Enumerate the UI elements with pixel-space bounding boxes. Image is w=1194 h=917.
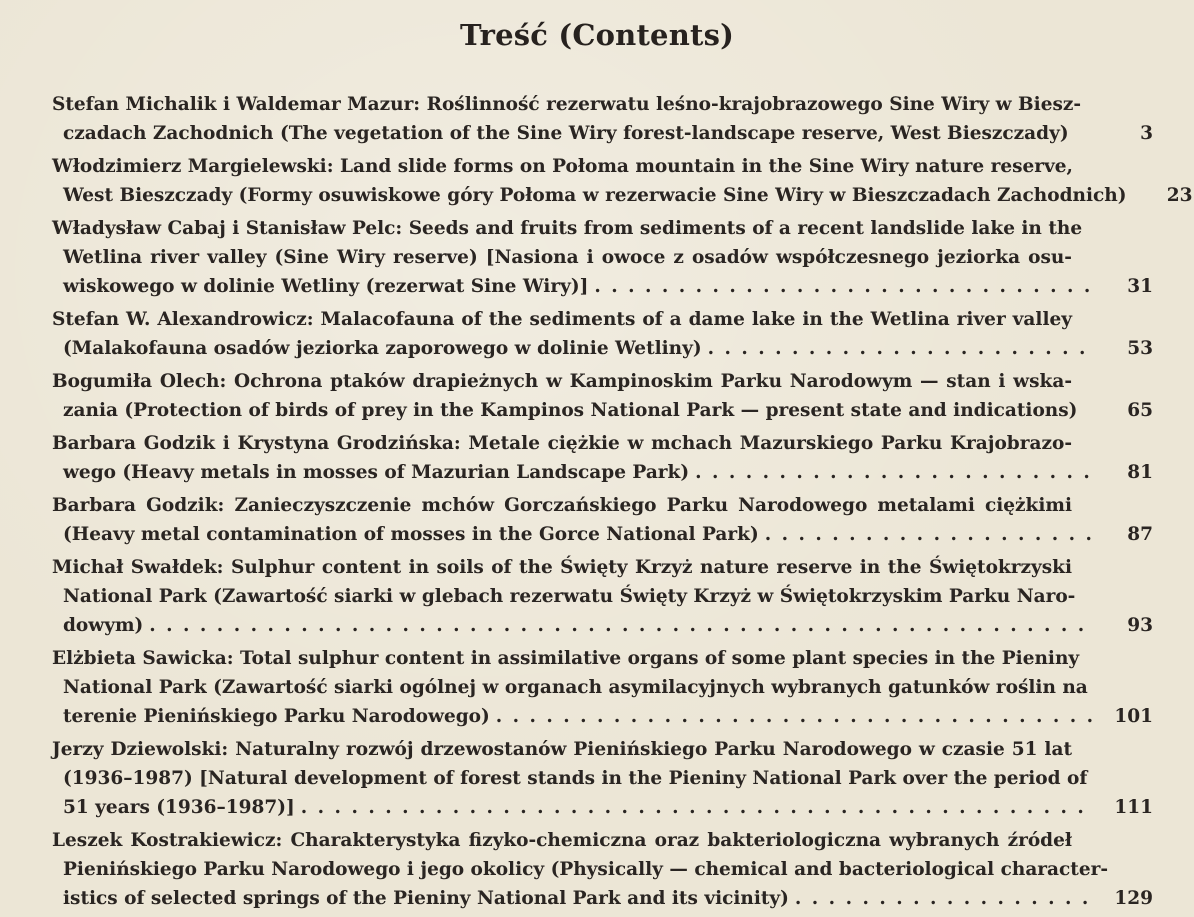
toc-entry-text: Pienińskiego Parku Narodowego i jego okolicy (Physically — chemical and bacteriological character-: [63, 859, 1109, 880]
toc-entry-text: terenie Pienińskiego Parku Narodowego): [63, 706, 490, 727]
toc-entry-line: [52, 582, 1076, 611]
page-number: 53: [1127, 338, 1153, 359]
toc-entry-line: [52, 243, 1072, 272]
toc-entry-line: [52, 855, 1109, 884]
leader-dots: [295, 793, 1093, 822]
toc-entry-text: wego (Heavy metals in mosses of Mazurian Landscape Park): [63, 462, 690, 483]
page-number: 101: [1114, 706, 1153, 727]
toc-entry-last-line: [52, 702, 1153, 731]
toc-entry-text: czadach Zachodnich (The vegetation of the Sine Wiry forest-landscape reserve, West Bieszczady): [63, 123, 1069, 144]
toc-entry-text: Elżbieta Sawicka: Total sulphur content in assimilative organs of some plant species in the Pieniny: [52, 648, 1080, 669]
leader-dots: [789, 884, 1093, 913]
toc-entry-line: [52, 367, 1072, 396]
toc-entry: [52, 152, 1193, 210]
leader-dots: [689, 458, 1093, 487]
toc-entry-last-line: [52, 334, 1153, 363]
toc-entry-text: 51 years (1936–1987)]: [63, 797, 295, 818]
page-number: 87: [1127, 524, 1153, 545]
page-number: 129: [1114, 888, 1153, 909]
toc-entry-line: [52, 491, 1072, 520]
page-number: 81: [1127, 462, 1153, 483]
toc-entry-text: Barbara Godzik: Zanieczyszczenie mchów Gorczańskiego Parku Narodowego metalami ciężkimi: [52, 495, 1072, 516]
page-number: 111: [1114, 797, 1153, 818]
leader-dots: [588, 272, 1093, 301]
toc-entry-last-line: [52, 272, 1153, 301]
toc-entry-text: wiskowego w dolinie Wetliny (rezerwat Sine Wiry)]: [63, 276, 589, 297]
leader-dots: [143, 611, 1093, 640]
toc-entry-last-line: [52, 520, 1153, 549]
toc-entry-text: West Bieszczady (Formy osuwiskowe góry Połoma w rezerwacie Sine Wiry w Bieszczadach Zachodnich): [63, 185, 1127, 206]
toc-entry-line: [52, 553, 1072, 582]
page-title: Treść (Contents): [459, 18, 735, 52]
leader-dots: [759, 520, 1093, 549]
toc-entry-text: Leszek Kostrakiewicz: Charakterystyka fizyko-chemiczna oraz bakteriologiczna wybranych źródeł: [52, 830, 1072, 851]
toc-entry-text: istics of selected springs of the Pieniny National Park and its vicinity): [63, 888, 789, 909]
page-number: 93: [1127, 615, 1153, 636]
toc-entry-last-line: [52, 396, 1153, 425]
toc-entry-text: Stefan Michalik i Waldemar Mazur: Roślinność rezerwatu leśno-krajobrazowego Sine Wiry w Biesz-: [52, 94, 1082, 115]
toc-entry: [52, 367, 1153, 425]
toc-entry-last-line: [52, 793, 1153, 822]
page-number: 31: [1127, 276, 1153, 297]
toc-entry-line: [52, 673, 1088, 702]
toc-entry-line: [52, 735, 1072, 764]
toc-entry: [52, 644, 1153, 731]
toc-entry: [52, 214, 1153, 301]
toc-entry-text: Władysław Cabaj i Stanisław Pelc: Seeds and fruits from sediments of a recent landslide lake in the: [52, 218, 1083, 239]
toc-entry-text: National Park (Zawartość siarki ogólnej w organach asymilacyjnych wybranych gatunków roślin na: [63, 677, 1088, 698]
toc-entry-last-line: [52, 611, 1153, 640]
toc-entry: [52, 429, 1153, 487]
toc-entry-text: Włodzimierz Margielewski: Land slide forms on Połoma mountain in the Sine Wiry nature reserve,: [52, 156, 1073, 177]
toc-entry-text: Jerzy Dziewolski: Naturalny rozwój drzewostanów Pienińskiego Parku Narodowego w czasie 51 lat: [52, 739, 1072, 760]
toc-entry-text: Barbara Godzik i Krystyna Grodzińska: Metale ciężkie w mchach Mazurskiego Parku Krajobrazo-: [52, 433, 1072, 454]
toc-entry-last-line: [52, 181, 1193, 210]
toc-entry-text: (1936–1987) [Natural development of forest stands in the Pieniny National Park over the period of: [63, 768, 1088, 789]
page-number: 23: [1166, 185, 1193, 206]
toc-entry-line: [52, 152, 1072, 181]
toc-entry-text: Michał Swałdek: Sulphur content in soils of the Święty Krzyż nature reserve in the Świętokrzyski: [52, 557, 1072, 578]
toc-entry-line: [52, 305, 1072, 334]
toc-entry: [52, 305, 1153, 363]
toc-entry-text: Wetlina river valley (Sine Wiry reserve) [Nasiona i owoce z osadów współczesnego jeziorka osu-: [63, 247, 1072, 268]
page-number: 65: [1127, 400, 1153, 421]
leader-dots: [490, 702, 1093, 731]
toc-entry: [52, 553, 1153, 640]
toc-entry-line: [52, 644, 1080, 673]
toc-entry-line: [52, 429, 1072, 458]
page-number: 3: [1140, 123, 1153, 144]
toc-entry-text: dowym): [63, 615, 144, 636]
toc-entry-last-line: [52, 119, 1153, 148]
leader-dots: [702, 334, 1093, 363]
toc-entry-text: Bogumiła Olech: Ochrona ptaków drapieżnych w Kampinoskim Parku Narodowym — stan i wska-: [52, 371, 1072, 392]
toc-entry-text: Stefan W. Alexandrowicz: Malacofauna of the sediments of a dame lake in the Wetlina river valley: [52, 309, 1072, 330]
toc-entry: [52, 735, 1153, 822]
toc-entry-text: zania (Protection of birds of prey in the Kampinos National Park — present state and indications): [63, 400, 1078, 421]
toc-entry: [52, 491, 1153, 549]
toc-entry-text: (Heavy metal contamination of mosses in the Gorce National Park): [63, 524, 759, 545]
toc-entry-last-line: [52, 458, 1153, 487]
table-of-contents: [52, 90, 1193, 917]
toc-entry-line: [52, 214, 1083, 243]
toc-entry-text: National Park (Zawartość siarki w glebach rezerwatu Święty Krzyż w Świętokrzyskim Parku Naro-: [63, 586, 1076, 607]
toc-entry-text: (Malakofauna osadów jeziorka zaporowego w dolinie Wetliny): [63, 338, 702, 359]
toc-entry-line: [52, 90, 1082, 119]
toc-entry-last-line: [52, 884, 1153, 913]
toc-entry-line: [52, 764, 1088, 793]
toc-entry: [52, 90, 1153, 148]
toc-entry-line: [52, 826, 1072, 855]
